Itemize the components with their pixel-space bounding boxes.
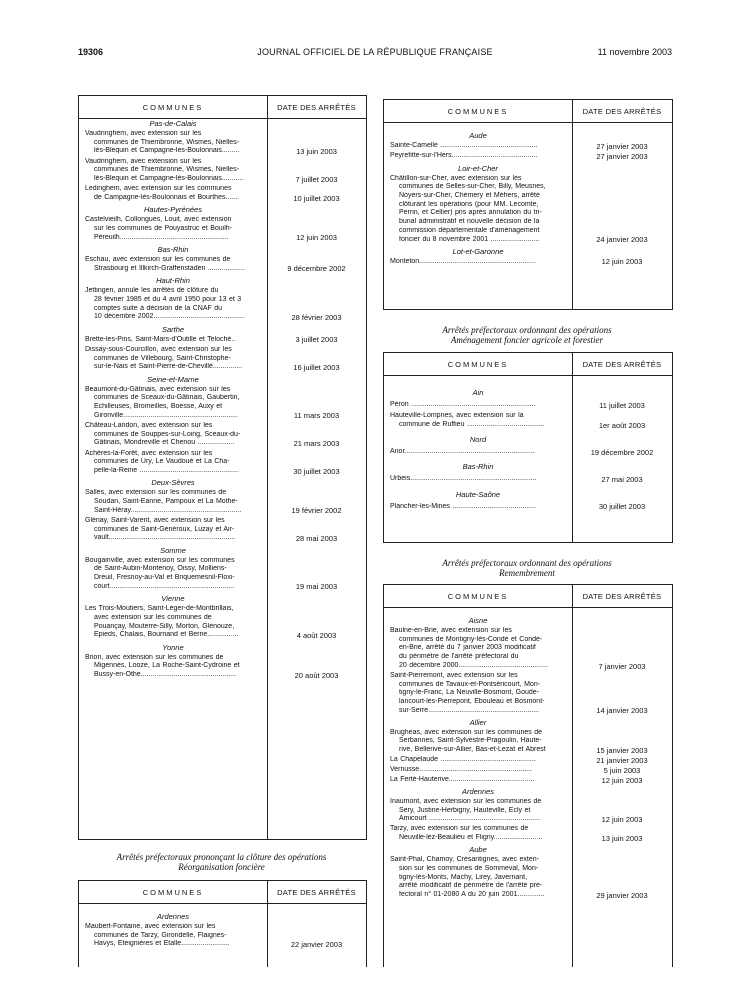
commune-line: 28 février 1985 et du 4 avril 1950 pour 13 et 3 [94,295,242,303]
commune-line: clôturant les opérations (pour MM. Lecomte, [399,200,539,208]
region-heading: Haute-Saône [455,489,501,499]
commune-line: Glénay, Saint-Varent, avec extension sur les [85,517,225,524]
commune-text [390,729,567,755]
commune-line: Les Trois-Moutiers, Saint-Léger-de-Montbrillais, [85,605,234,613]
commune-line: Hauteville-Lompnes, avec extension sur la [390,412,524,420]
table-body [384,375,672,542]
table-row [79,130,366,156]
commune-line: communes de Souppes-sur-Loing, Sceaux-du- [94,430,241,438]
commune-line: Maubert-Fontaine, avec extension sur les [85,923,216,930]
commune-text [390,627,567,671]
commune-text [85,489,262,515]
commune-text [390,798,567,824]
commune-line: lancourt-lès-Pierrepont, Ebouleau et Bosmont- [399,697,545,705]
table-body [79,903,366,967]
commune-line: communes de Selles-sur-Cher, Billy, Meusnes, [399,183,546,191]
table-row [79,185,366,202]
table-right-amenagement [383,352,673,543]
col-communes: COMMUNES [447,107,509,116]
arrete-date: 12 juin 2003 [601,815,643,825]
region-heading: Loir-et-Cher [458,163,498,173]
table-body [384,122,672,309]
commune-text [390,448,567,457]
table-row [384,503,672,512]
section-line-2: Aménagement foncier agricole et forestier [450,335,604,345]
page-number: 19306 [78,47,104,57]
commune-line: communes de Villebourg, Saint-Christophe- [94,354,231,362]
region-heading: Deux-Sèvres [151,478,195,488]
commune-line: 10 décembre 2002............................................... [94,313,245,321]
table-right-remembrement [383,584,673,967]
arrete-date: 27 mai 2003 [601,474,643,484]
section-line-2: Réorganisation foncière [178,862,265,872]
page-header [78,47,672,61]
commune-line: de Saint-Aubin-Montenoy, Oissy, Molliens- [94,565,227,573]
commune-line: de Campagne-lès-Boulonnais et Bourthes....... [94,194,240,202]
table-row [79,158,366,184]
region-heading: Bas-Rhin [157,245,189,255]
commune-line: 20 décembre 2000.............................................. [399,661,548,669]
commune-line: Inaumont, avec extension sur les communes de [390,798,542,805]
table-row [384,142,672,151]
commune-line: Amicourt ......................................................... [399,815,540,823]
commune-line: du périmètre de l'arrêté préfectoral du [399,653,519,661]
commune-line: Bougainville, avec extension sur les communes [85,556,235,564]
arrete-date: 30 juillet 2003 [598,502,646,512]
arrete-date: 12 juin 2003 [601,775,643,785]
table-row [384,825,672,842]
commune-line: communes de Thiembronne, Wismes, Nielles- [94,166,240,174]
table-row [79,654,366,680]
section-title-amenagement [383,325,671,345]
arrete-date: 5 juin 2003 [603,765,641,775]
commune-text [390,825,567,842]
commune-text [85,158,262,184]
arrete-date: 19 mai 2003 [295,582,338,592]
table-row [384,401,672,410]
table-row [79,256,366,273]
arrete-date: 12 juin 2003 [296,233,337,243]
table-row [384,448,672,457]
region-heading: Aube [469,845,487,855]
commune-line: Eschau, avec extension sur les communes de [85,256,231,264]
table-row [384,175,672,245]
commune-line: Anor................................................................... [390,448,535,456]
commune-line: Brugheas, avec extension sur les communes de [390,728,543,736]
commune-line: tigny-lès-Monts, Machy, Lirey, Javernant, [399,873,528,881]
commune-line: Migennes, Looze, La Roche-Saint-Cydroine et [94,662,240,670]
commune-line: Vaudringhem, avec extension sur les [85,157,202,165]
arrete-date: 15 janvier 2003 [596,745,648,755]
arrete-date: 13 juin 2003 [601,833,643,843]
commune-line: Bussy-en-Othe................................................. [94,670,236,678]
region-heading: Pas-de-Calais [149,119,197,128]
section-line-1: Arrêtés préfectoraux ordonnant des opérations [442,325,612,335]
commune-line: Serbannes, Saint-Sylvestre-Pragoulin, Haute- [399,737,542,745]
section-title-remembrement [383,558,671,578]
col-communes: COMMUNES [142,103,204,112]
table-row [384,798,672,824]
commune-text [390,175,567,245]
arrete-date: 22 janvier 2003 [290,940,343,950]
commune-line: Plancher-les-Mines ........................................... [390,502,536,510]
commune-line: Monteton............................................................ [390,257,536,265]
arrete-date: 21 mars 2003 [293,438,340,448]
region-heading: Hautes-Pyrénées [144,205,202,215]
commune-line: Saint-Pierremont, avec extension sur les [390,671,518,679]
commune-line: communes de Ury, Le Vaudoué et La Cha- [94,458,230,466]
table-body [384,607,672,967]
commune-line: vault................................................................. [94,534,236,542]
commune-line: lès-Blequin et Campagne-lès-Boulonnais........... [94,175,244,183]
commune-line: commune de Ruffieu ........................................ [399,420,545,428]
commune-line: Havys, Eteignières et Étalle......................... [94,940,230,948]
commune-line: Saint-Phal, Chamoy, Crésantignes, avec exten- [390,856,539,864]
commune-line: Peyrefitte-sur-l'Hers............................................ [390,152,538,160]
commune-line: commission départementale d'aménagement [399,226,540,234]
commune-line: Epieds, Chalais, Bournand et Berrie................ [94,631,239,639]
commune-line: Soudan, Saint-Eanne, Pampoux et La Mothe- [94,498,238,505]
commune-line: Châtillon-sur-Cher, avec extension sur les [390,174,522,182]
commune-line: tigny-le-Franc, La Neuville-Bosmont, Goude- [399,689,540,697]
commune-line: foncier du 8 novembre 2001 ......................... [399,235,540,243]
commune-line: Dreuil, Fresnoy-au-Val et Briquemesnil-Floxi- [94,574,235,582]
commune-text [85,256,262,273]
commune-line: sion sur les communes de Sommeval, Mon- [399,864,539,872]
table-row [79,336,366,345]
commune-line: Dissay-sous-Courcillon, avec extension sur les [85,345,232,353]
commune-line: communes de Thiembronne, Wismes, Nielles- [94,138,240,146]
table-row [384,258,672,267]
section-line-2: Remembrement [499,568,555,578]
col-date: DATE DES ARRÊTÉS [582,592,662,601]
commune-text [85,422,262,448]
arrete-date: 11 mars 2003 [293,411,340,421]
commune-line: Brette-les-Pins, Saint-Mars-d'Outille et Teloché.. [85,335,236,343]
arrete-date: 4 août 2003 [296,630,337,640]
commune-line: bunal administratif et nouvelle décision de la [399,218,540,226]
commune-text [85,185,262,202]
arrete-date: 7 janvier 2003 [598,661,646,671]
commune-line: Baulne-en-Brie, avec extension sur les [390,627,512,634]
commune-line: sur-Serre......................................................... [399,706,540,714]
commune-line: La Ferté-Hauterive............................................ [390,776,535,783]
table-row [384,475,672,484]
commune-text [85,923,262,949]
table-header [79,96,366,119]
arrete-date: 24 janvier 2003 [596,235,648,245]
col-communes: COMMUNES [142,888,204,897]
table-row [79,450,366,476]
table-body [79,118,366,839]
commune-line: rive, Bellerive-sur-Allier, Bas-et-Lezat et Abrest [399,746,546,753]
commune-line: en-Brie, arrêté du 7 janvier 2003 modificatif [399,644,536,652]
commune-line: communes de Saint-Généroux, Luzay et Air- [94,525,235,533]
region-heading: Aisne [468,616,488,625]
arrete-date: 28 mai 2003 [295,534,338,544]
arrete-date: 21 janvier 2003 [596,755,648,765]
section-line-1: Arrêtés préfectoraux prononçant la clôture des opérations [116,852,327,862]
issue-date: 11 novembre 2003 [597,47,672,57]
commune-line: Gironville........................................................... [94,411,238,419]
commune-text [85,130,262,156]
table-row [384,766,672,775]
arrete-date: 9 décembre 2002 [287,264,346,274]
commune-text [390,142,567,151]
commune-line: Urbeis................................................................. [390,475,537,483]
commune-line: Château-Landon, avec extension sur les [85,421,213,429]
commune-line: Péron ................................................................ [390,401,536,408]
table-row [79,557,366,592]
commune-line: communes de Tavaux-et-Pontséricourt, Mon- [399,680,541,688]
commune-line: sur les communes de Pouyastruc et Bouilh- [94,225,233,233]
commune-line: Sainte-Camelle .................................................. [390,142,538,149]
table-right-top [383,99,673,310]
commune-text [85,557,262,592]
region-heading: Sarthe [161,324,185,334]
table-row [384,776,672,785]
arrete-date: 1er août 2003 [598,420,646,430]
commune-line: sur-le-Nais et Saint-Pierre-de-Chevillé............... [94,363,243,371]
table-row [79,605,366,640]
commune-line: communes de Tarzy, Girondelle, Flaignes- [94,931,227,939]
commune-text [390,776,567,785]
region-heading: Allier [469,717,487,727]
commune-text [390,856,567,900]
commune-text [85,386,262,421]
commune-line: court................................................................ [94,582,235,590]
section-title-cloture [78,852,365,872]
region-heading: Ardennes [156,912,190,921]
arrete-date: 19 février 2002 [291,506,342,516]
arrete-date: 28 février 2003 [291,312,342,322]
table-row [79,216,366,242]
table-row [384,856,672,900]
commune-line: Tarzy, avec extension sur les communes de [390,825,529,833]
arrete-date: 19 décembre 2002 [590,447,654,457]
table-row [384,152,672,161]
commune-line: Péreuilh........................................................ [94,233,229,241]
table-row [79,386,366,421]
region-heading: Aude [469,131,487,140]
region-heading: Seine-et-Marne [147,374,199,384]
commune-line: Gâtinais, Mondreville et Chenou ................... [94,439,235,447]
table-header [384,353,672,376]
commune-line: Sery, Justine-Herbigny, Hauteville, Ecly et [399,806,531,814]
table-row [79,287,366,322]
commune-text [85,517,262,543]
commune-text [390,672,567,716]
arrete-date: 16 juillet 2003 [293,362,340,372]
commune-text [390,766,567,775]
commune-text [390,258,567,267]
arrete-date: 10 juillet 2003 [293,193,340,203]
table-row [79,489,366,515]
commune-line: Noyers-sur-Cher, Chémery et Méhers, arrêté [399,192,540,199]
arrete-date: 12 juin 2003 [601,257,643,267]
commune-line: fectoral n° 01-2080 A du 20 juin 2001.............. [399,890,545,898]
commune-line: Saint-Héray......................................................... [94,506,242,514]
arrete-date: 27 janvier 2003 [596,141,648,151]
region-heading: Somme [160,545,186,555]
arrete-date: 30 juillet 2003 [293,466,340,476]
region-heading: Haut-Rhin [156,276,190,286]
commune-line: Achères-la-Forêt, avec extension sur les [85,449,213,457]
commune-text [390,401,567,410]
journal-title: JOURNAL OFFICIEL DE LA RÉPUBLIQUE FRANÇAISE [257,47,493,57]
commune-text [85,654,262,680]
commune-line: Pouançay, Mouterre-Silly, Morton, Glénouze, [94,622,235,630]
table-row [384,672,672,716]
table-header [79,881,366,904]
commune-line: lès-Blequin et Campagne-les-Boulonnais......... [94,147,240,155]
commune-line: La Chapelaude ................................................. [390,756,536,763]
commune-line: Échilleuses, Bromeilles, Boesse, Auxy et [94,402,223,410]
region-heading: Ardennes [461,787,495,796]
arrete-date: 27 janvier 2003 [596,151,648,161]
region-heading: Bas-Rhin [462,462,494,472]
commune-line: Strasbourg et Illkirch-Graffenstaden ................... [94,264,245,272]
table-left-main [78,95,367,840]
col-date: DATE DES ARRÊTÉS [582,360,662,369]
commune-line: Neuville-lèz-Beaulieu et Fligny......................... [399,834,543,842]
table-header [384,100,672,123]
commune-line: Castelvieilh, Collongues, Louit, avec extension [85,216,232,224]
table-row [384,756,672,765]
commune-text [390,475,567,484]
commune-text [390,756,567,765]
commune-line: avec extension sur les communes de [94,613,212,621]
table-row [384,729,672,755]
commune-line: Vaudringhem, avec extension sur les [85,130,202,137]
arrete-date: 14 janvier 2003 [596,706,648,716]
arrete-date: 29 janvier 2003 [596,890,648,900]
commune-line: communes de Sceaux-du-Gâtinais, Gaubertin, [94,394,240,402]
commune-line: Vernusse.......................................................... [390,766,532,773]
commune-text [85,605,262,640]
region-heading: Vienne [161,594,185,604]
arrete-date: 11 juillet 2003 [599,400,645,410]
table-header [384,585,672,608]
col-date: DATE DES ARRÊTÉS [277,888,356,897]
commune-line: pelle-la-Reine ................................................... [94,467,239,474]
commune-text [85,287,262,322]
commune-line: Jettingen, annule les arrêtés de clôture du [85,287,219,295]
col-date: DATE DES ARRÊTÉS [277,103,356,112]
table-row [79,346,366,372]
region-heading: Nord [469,435,487,445]
commune-text [390,152,567,161]
table-row [79,923,366,949]
commune-text [85,336,262,345]
arrete-date: 20 août 2003 [294,670,339,680]
commune-text [85,450,262,476]
col-communes: COMMUNES [447,592,509,601]
commune-text [85,346,262,372]
table-row [384,627,672,671]
commune-line: Beaumont-du-Gâtinais, avec extension sur les [85,385,231,393]
commune-line: Salles, avec extension sur les communes de [85,489,227,497]
table-row [79,517,366,543]
arrete-date: 13 juin 2003 [296,147,337,157]
commune-line: Perrin, et Cellier) pris après annulation du tri- [399,209,542,217]
section-line-1: Arrêtés préfectoraux ordonnant des opérations [442,558,612,568]
arrete-date: 7 juillet 2003 [295,174,338,184]
commune-line: Brion, avec extension sur les communes de [85,653,224,661]
commune-line: arrêté modificatif de périmètre de l'arrêté pré- [399,882,543,890]
table-row [79,422,366,448]
region-heading: Yonne [162,642,184,652]
commune-line: comptes suite à décision de la CNAF du [94,304,223,312]
col-communes: COMMUNES [447,360,509,369]
table-left-reorganisation [78,880,367,967]
commune-text [390,503,567,512]
commune-line: Ledinghem, avec extension sur les communes [85,185,232,193]
region-heading: Ain [472,388,484,397]
table-row [384,412,672,429]
arrete-date: 3 juillet 2003 [295,335,338,345]
region-heading: Lot-et-Garonne [452,246,504,256]
commune-text [85,216,262,242]
commune-text [390,412,567,429]
commune-line: communes de Montigny-lès-Condé et Condé- [399,635,543,643]
col-date: DATE DES ARRÊTÉS [582,107,662,116]
